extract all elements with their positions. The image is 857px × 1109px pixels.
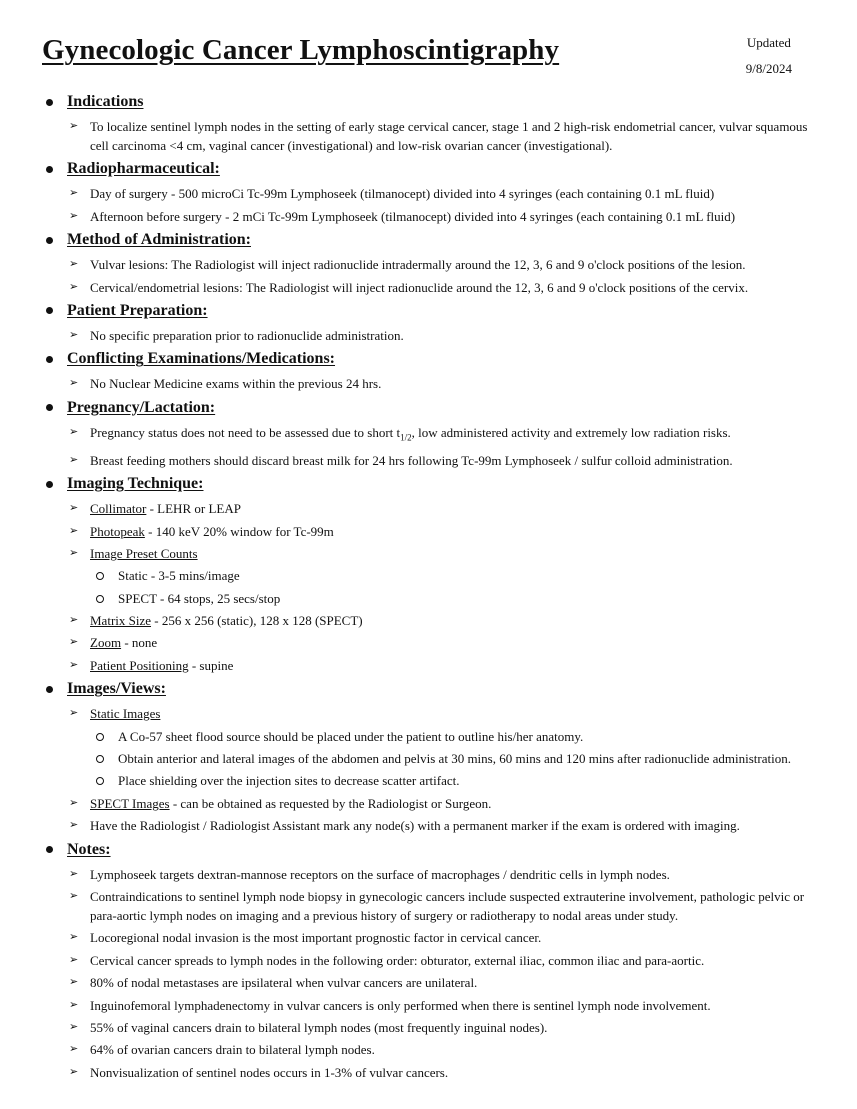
section-heading: Method of Administration: <box>67 231 251 249</box>
list-item: ➢ Vulvar lesions: The Radiologist will inject radionuclide intradermally around the 12, 3, 6 and 9 o'clock positions of the lesion. <box>69 257 746 273</box>
bullet-icon <box>46 166 53 173</box>
list-item: ➢ Collimator - LEHR or LEAP <box>69 501 241 517</box>
section-heading: Indications <box>67 93 144 110</box>
arrow-bullet-icon: ➢ <box>69 889 79 902</box>
section-heading: Images/Views: <box>67 680 166 698</box>
arrow-bullet-icon: ➢ <box>69 614 79 627</box>
list-item: ➢ No specific preparation prior to radionuclide administration. <box>69 327 404 343</box>
section-method <box>44 227 814 298</box>
arrow-bullet-icon: ➢ <box>69 1065 79 1078</box>
section-heading: Imaging Technique: <box>67 475 204 493</box>
arrow-bullet-icon: ➢ <box>69 998 79 1011</box>
arrow-bullet-icon: ➢ <box>69 120 79 132</box>
list-item: ➢ Have the Radiologist / Radiologist Assistant mark any node(s) with a permanent marker if the exam is ordered with imaging. <box>69 818 740 834</box>
section-notes <box>44 837 814 1084</box>
sub-list-item: Obtain anterior and lateral images of the abdomen and pelvis at 30 mins, 60 mins and 120 mins after radionuclide administration. <box>94 747 814 769</box>
section-heading: Patient Preparation: <box>67 301 208 319</box>
document-body <box>44 89 814 1083</box>
circle-bullet-icon <box>96 755 104 763</box>
list-item: ➢ Static Images <box>69 706 161 722</box>
arrow-bullet-icon: ➢ <box>69 658 79 671</box>
section-imaging-technique <box>44 471 814 676</box>
list-item: ➢ 64% of ovarian cancers drain to bilateral lymph nodes. <box>69 1042 375 1058</box>
bullet-icon <box>46 356 53 363</box>
list-item: ➢ Nonvisualization of sentinel nodes occurs in 1-3% of vulvar cancers. <box>69 1064 449 1080</box>
sub-list-item: SPECT - 64 stops, 25 secs/stop <box>94 587 814 609</box>
list-item: ➢ No Nuclear Medicine exams within the previous 24 hrs. <box>69 376 382 392</box>
arrow-bullet-icon: ➢ <box>69 328 79 341</box>
updated-label: Updated <box>746 35 791 50</box>
circle-bullet-icon <box>96 777 104 785</box>
arrow-bullet-icon: ➢ <box>69 280 79 293</box>
sub-list-item: Place shielding over the injection sites to decrease scatter artifact. <box>94 769 814 791</box>
list-item: ➢ Day of surgery - 500 microCi Tc-99m Lymphoseek (tilmanocept) divided into 4 syringes (each containing 0.1 mL fluid) <box>69 186 715 202</box>
section-conflicting <box>44 346 814 394</box>
circle-bullet-icon <box>96 595 104 603</box>
arrow-bullet-icon: ➢ <box>69 819 79 832</box>
updated-stamp <box>746 30 792 82</box>
arrow-bullet-icon: ➢ <box>69 377 79 390</box>
bullet-icon <box>46 237 53 244</box>
arrow-bullet-icon: ➢ <box>69 546 79 559</box>
list-item: ➢ Contraindications to sentinel lymph node biopsy in gynecologic cancers include suspected extrauterine involvement, pathologic pelvic or para-aortic lymph nodes on imaging and a previous history of surgery or radiotherapy to nodal areas under study. <box>69 888 805 923</box>
list-item: ➢ Afternoon before surgery - 2 mCi Tc-99m Lymphoseek (tilmanocept) divided into 4 syringes (each containing 0.1 mL fluid) <box>69 208 736 224</box>
arrow-bullet-icon: ➢ <box>69 976 79 989</box>
sub-list-item: A Co-57 sheet flood source should be placed under the patient to outline his/her anatomy. <box>94 725 814 747</box>
arrow-bullet-icon: ➢ <box>69 867 79 880</box>
section-patient-preparation <box>44 298 814 346</box>
arrow-bullet-icon: ➢ <box>69 1020 79 1033</box>
bullet-icon <box>46 481 53 488</box>
list-item: ➢ Inguinofemoral lymphadenectomy in vulvar cancers is only performed when there is sentinel lymph node involvement. <box>69 997 711 1013</box>
arrow-bullet-icon: ➢ <box>69 707 79 720</box>
arrow-bullet-icon: ➢ <box>69 1043 79 1056</box>
circle-bullet-icon <box>96 572 104 580</box>
section-images-views <box>44 676 814 836</box>
arrow-bullet-icon: ➢ <box>69 502 79 515</box>
list-item: ➢ Zoom - none <box>69 635 158 651</box>
arrow-bullet-icon: ➢ <box>69 524 79 537</box>
arrow-bullet-icon: ➢ <box>69 636 79 649</box>
bullet-icon <box>46 307 53 314</box>
section-heading: Pregnancy/Lactation: <box>67 398 216 416</box>
list-item: ➢ Cervical/endometrial lesions: The Radiologist will inject radionuclide around the 12, 3, 6 and 9 o'clock positions of the cervix. <box>69 279 749 295</box>
sub-list-item: Static - 3-5 mins/image <box>94 564 814 586</box>
section-pregnancy <box>44 395 814 471</box>
section-heading: Conflicting Examinations/Medications: <box>67 350 336 368</box>
bullet-icon <box>46 846 53 853</box>
list-item: ➢ 80% of nodal metastases are ipsilateral when vulvar cancers are unilateral. <box>69 975 478 991</box>
page-title: Gynecologic Cancer Lymphoscintigraphy <box>42 34 560 66</box>
arrow-bullet-icon: ➢ <box>69 209 79 222</box>
arrow-bullet-icon: ➢ <box>69 453 79 466</box>
bullet-icon <box>46 686 53 693</box>
updated-date: 9/8/2024 <box>745 61 792 76</box>
list-item: ➢ Image Preset Counts <box>69 545 198 561</box>
section-heading: Notes: <box>67 840 111 858</box>
list-item: ➢ To localize sentinel lymph nodes in the setting of early stage cervical cancer, stage 1 and 2 high-risk endometrial cancer, vulvar squamous cell carcinoma <4 cm, vaginal cancer (investigational) and low-risk ovarian cancer (investigational). <box>69 119 808 153</box>
list-item: ➢ Cervical cancer spreads to lymph nodes in the following order: obturator, external iliac, common iliac and para-aortic. <box>69 952 705 968</box>
arrow-bullet-icon: ➢ <box>69 796 79 809</box>
list-item: ➢ Pregnancy status does not need to be assessed due to short $t_{1/2}$, low administered activity and extremely low radiation risks. <box>69 421 814 449</box>
list-item: ➢ Patient Positioning - supine <box>69 657 234 673</box>
list-item: ➢ SPECT Images - can be obtained as requested by the Radiologist or Surgeon. <box>69 795 492 811</box>
list-item: ➢ Photopeak - 140 keV 20% window for Tc-99m <box>69 523 334 539</box>
arrow-bullet-icon: ➢ <box>69 258 79 271</box>
arrow-bullet-icon: ➢ <box>69 425 79 438</box>
list-item: ➢ Breast feeding mothers should discard breast milk for 24 hrs following Tc-99m Lymphoseek / sulfur colloid administration. <box>69 452 733 468</box>
bullet-icon <box>46 99 53 106</box>
list-item: ➢ Matrix Size - 256 x 256 (static), 128 x 128 (SPECT) <box>69 613 363 629</box>
bullet-icon <box>46 404 53 411</box>
arrow-bullet-icon: ➢ <box>69 931 79 944</box>
section-heading: Radiopharmaceutical: <box>67 160 220 178</box>
list-item: ➢ 55% of vaginal cancers drain to bilateral lymph nodes (most frequently inguinal nodes). <box>69 1019 548 1035</box>
circle-bullet-icon <box>96 733 104 741</box>
section-radiopharmaceutical <box>44 156 814 227</box>
arrow-bullet-icon: ➢ <box>69 953 79 966</box>
section-indications <box>44 89 814 156</box>
list-item: ➢ Lymphoseek targets dextran-mannose receptors on the surface of macrophages / dendritic cells in lymph nodes. <box>69 866 670 882</box>
list-item: ➢ Locoregional nodal invasion is the most important prognostic factor in cervical cancer. <box>69 930 542 946</box>
arrow-bullet-icon: ➢ <box>69 187 79 200</box>
